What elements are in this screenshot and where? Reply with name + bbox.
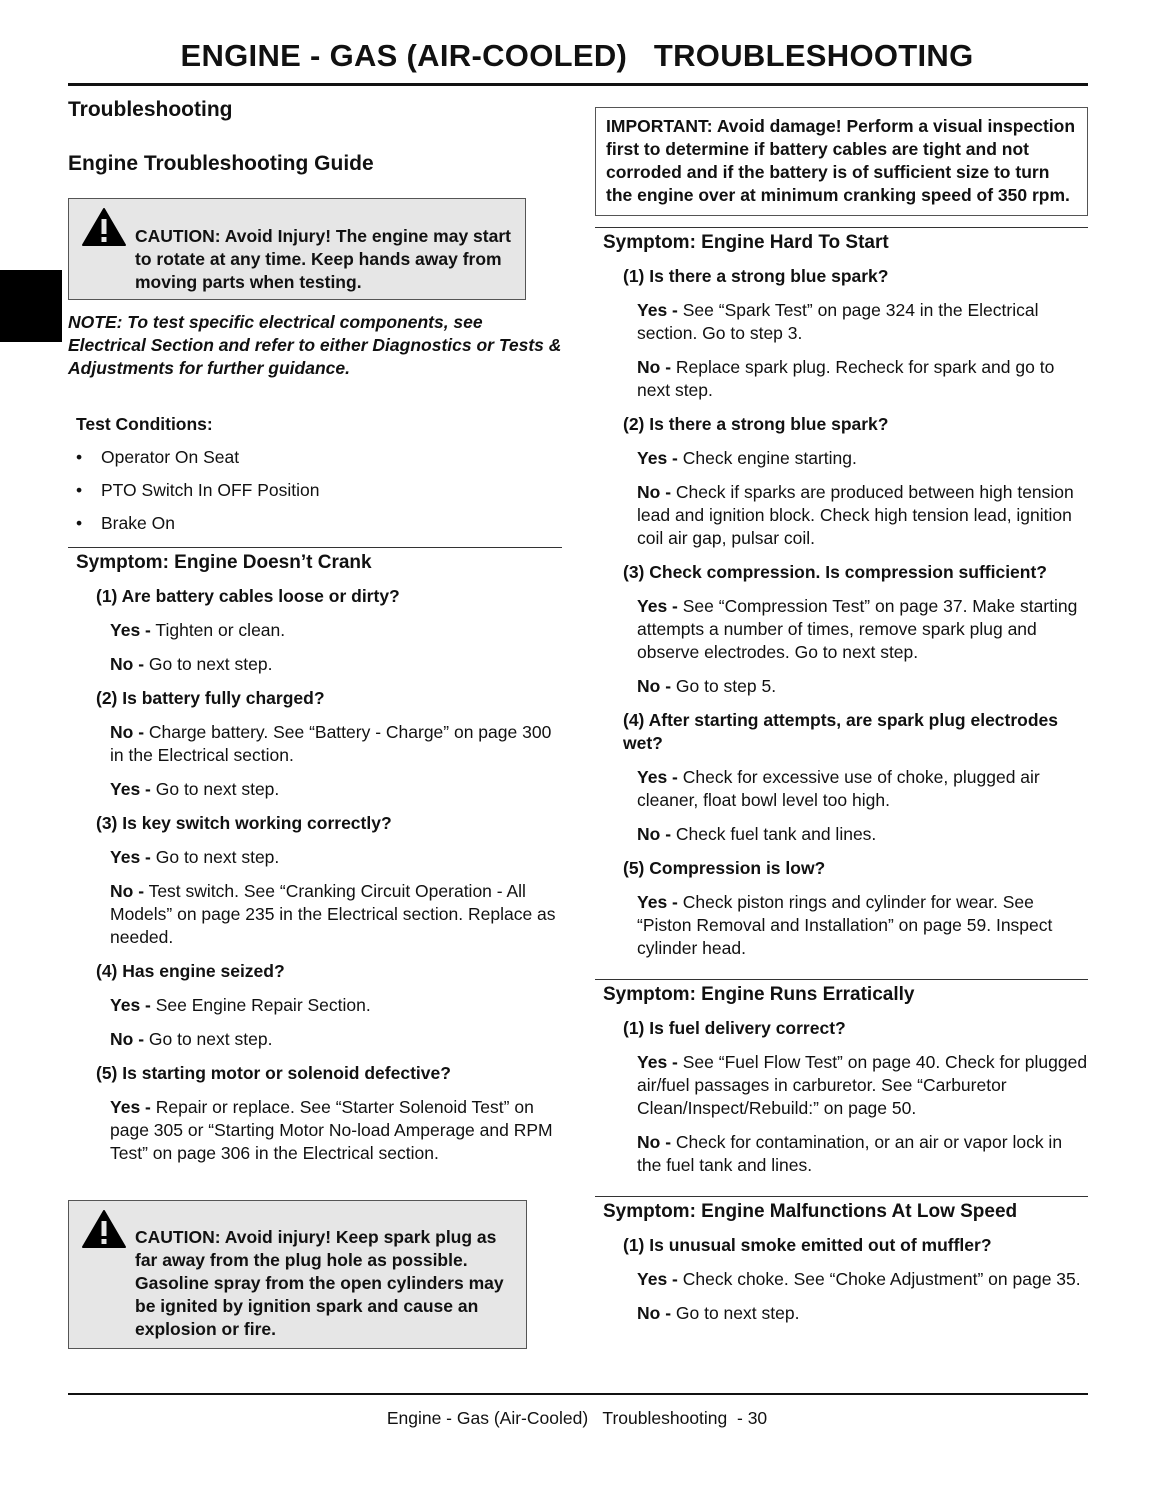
answer: Yes - See “Compression Test” on page 37. Make starting attempts a number of times, remove spark plug and observe electrodes. Go to next step. [637,596,1078,662]
list-item: • Brake On [76,513,175,533]
answer: Yes - Check piston rings and cylinder for wear. See “Piston Removal and Installation” on page 59. Inspect cylinder head. [637,892,1053,958]
section-divider [68,547,562,548]
caution-box-injury [68,198,526,300]
answer: Yes - See Engine Repair Section. [110,995,371,1015]
answer: Yes - Tighten or clean. [110,620,286,640]
question: (1) Are battery cables loose or dirty? [96,586,400,606]
symptom-heading: Symptom: Engine Runs Erratically [603,984,915,1005]
section-divider [595,1196,1088,1197]
question: (2) Is there a strong blue spark? [623,414,889,434]
question: (4) After starting attempts, are spark plug electrodes wet? [623,710,1059,753]
answer: No - Go to next step. [110,654,273,674]
test-conditions-list [68,446,562,535]
question: (3) Is key switch working correctly? [96,813,392,833]
answer: Yes - Go to next step. [110,779,280,799]
page-footer: Engine - Gas (Air-Cooled) Troubleshooting - 30 [386,1408,768,1428]
symptom-heading: Symptom: Engine Malfunctions At Low Speed [603,1201,1018,1222]
answer: No - Check fuel tank and lines. [637,824,877,844]
question: (1) Is unusual smoke emitted out of muffler? [623,1235,992,1255]
right-column [595,107,1088,1325]
answer: No - Go to step 5. [637,676,777,696]
question: (5) Is starting motor or solenoid defective? [96,1063,451,1083]
section-title: Troubleshooting [68,98,233,121]
symptom-heading: Symptom: Engine Doesn’t Crank [76,552,372,573]
question: (3) Check compression. Is compression sufficient? [623,562,1047,582]
answer: Yes - Go to next step. [110,847,280,867]
test-conditions-label: Test Conditions: [76,414,213,434]
title-rule [68,83,1088,86]
caution-text: CAUTION: Avoid Injury! The engine may start to rotate at any time. Keep hands away from moving parts when testing. [135,226,511,292]
note-text: NOTE: To test specific electrical components, see Electrical Section and refer to either Diagnostics or Tests & Adjustments for further guidance. [68,312,562,378]
question: (4) Has engine seized? [96,961,285,981]
answer: No - Test switch. See “Cranking Circuit Operation - All Models” on page 235 in the Electrical section. Replace as needed. [110,881,556,947]
answer: No - Replace spark plug. Recheck for spark and go to next step. [637,357,1055,400]
section-divider [595,979,1088,980]
left-column [68,96,562,1165]
question: (5) Compression is low? [623,858,826,878]
question: (1) Is there a strong blue spark? [623,266,889,286]
important-box: IMPORTANT: Avoid damage! Perform a visual inspection first to determine if battery cables are tight and not corroded and if the battery is of sufficient size to turn the engine over at minimum cranking speed of 350 rpm. [595,107,1088,216]
warning-icon [81,207,127,247]
answer: Yes - Repair or replace. See “Starter Solenoid Test” on page 305 or “Starting Motor No-load Amperage and RPM Test” on page 306 in the Electrical section. [110,1097,553,1163]
answer: Yes - Check choke. See “Choke Adjustment” on page 35. [637,1269,1081,1289]
caution-box-spark-plug [68,1200,527,1349]
answer: No - Check if sparks are produced between high tension lead and ignition block. Check high tension lead, ignition coil air gap, pulsar coil. [637,482,1074,548]
answer: Yes - See “Spark Test” on page 324 in the Electrical section. Go to step 3. [637,300,1039,343]
answer: No - Check for contamination, or an air or vapor lock in the fuel tank and lines. [637,1132,1063,1175]
answer: Yes - Check for excessive use of choke, plugged air cleaner, float bowl level too high. [637,767,1040,810]
question: (1) Is fuel delivery correct? [623,1018,846,1038]
symptom-heading: Symptom: Engine Hard To Start [603,232,889,253]
guide-title: Engine Troubleshooting Guide [68,152,374,175]
question: (2) Is battery fully charged? [96,688,325,708]
answer: No - Go to next step. [110,1029,273,1049]
answer: Yes - See “Fuel Flow Test” on page 40. Check for plugged air/fuel passages in carburetor. See “Carburetor Clean/Inspect/Rebuild:” on page 50. [637,1052,1088,1118]
caution-text: CAUTION: Avoid injury! Keep spark plug as far away from the plug hole as possible. Gasoline spray from the open cylinders may be ignited by ignition spark and cause an explosion or fire. [135,1227,504,1339]
warning-icon [81,1209,127,1249]
answer: No - Go to next step. [637,1303,800,1323]
chapter-tab [0,270,62,342]
page-title: ENGINE - GAS (AIR-COOLED) TROUBLESHOOTING [180,38,974,73]
section-divider [595,227,1088,228]
answer: No - Charge battery. See “Battery - Charge” on page 300 in the Electrical section. [110,722,552,765]
list-item: • PTO Switch In OFF Position [76,480,320,500]
footer-rule [68,1393,1088,1395]
answer: Yes - Check engine starting. [637,448,857,468]
list-item: • Operator On Seat [76,447,240,467]
